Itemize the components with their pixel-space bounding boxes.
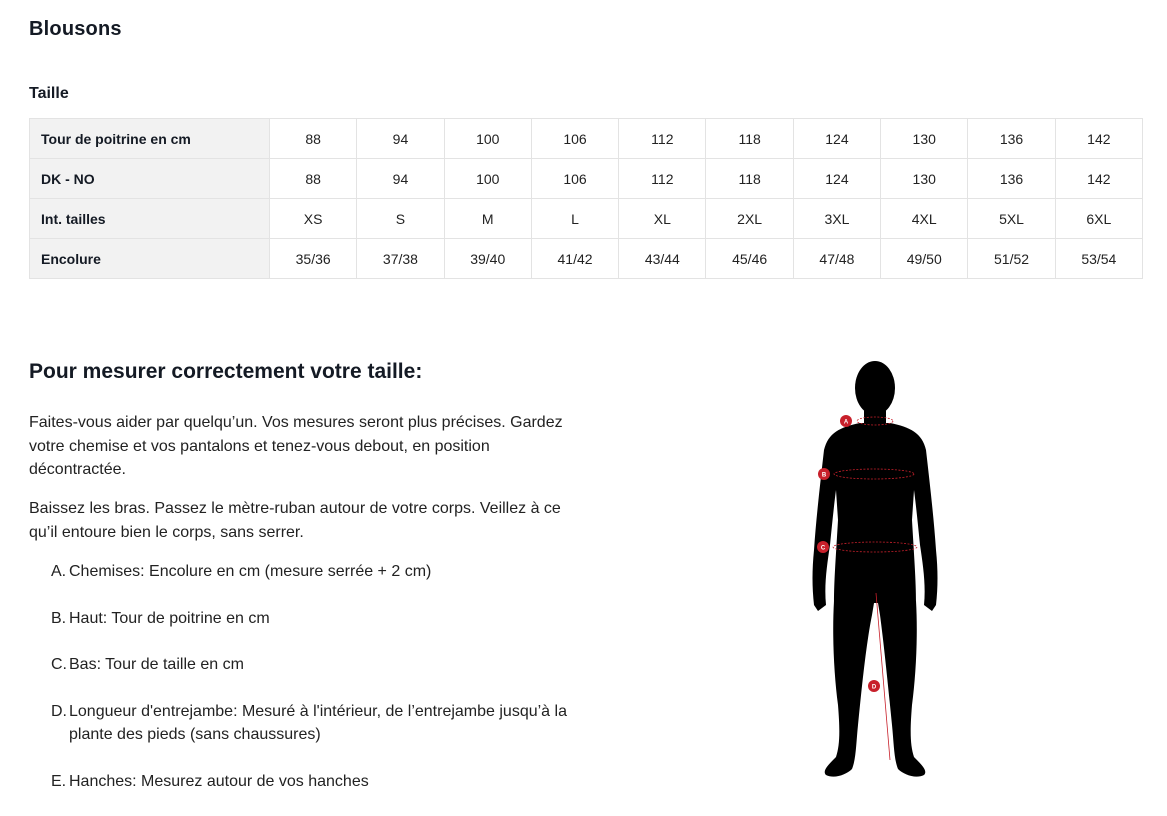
table-row: [30, 159, 1143, 199]
measure-title: Pour mesurer correctement votre taille:: [29, 360, 423, 383]
table-cell: 39/40: [444, 239, 531, 279]
table-cell: 130: [881, 119, 968, 159]
table-cell: 118: [706, 159, 793, 199]
table-cell: 4XL: [881, 199, 968, 239]
table-cell: 51/52: [968, 239, 1055, 279]
table-cell: 136: [968, 119, 1055, 159]
list-item-text: Chemises: Encolure en cm (mesure serrée + 2 cm): [69, 563, 432, 580]
table-cell: 43/44: [619, 239, 706, 279]
table-row: [30, 119, 1143, 159]
size-table: [29, 118, 1143, 279]
list-item-text: Hanches: Mesurez autour de vos hanches: [69, 772, 369, 790]
table-cell: 94: [357, 119, 444, 159]
table-cell: 118: [706, 119, 793, 159]
list-item: [51, 607, 609, 631]
marker-d: [868, 680, 880, 692]
row-header: Int. tailles: [30, 199, 270, 239]
list-item-letter: B.: [51, 609, 67, 627]
table-cell: 2XL: [706, 199, 793, 239]
instruction-paragraph-2: Baissez les bras. Passez le mètre-ruban autour de votre corps. Veillez à ce qu’il entoure bien le corps, sans serrer.: [29, 500, 561, 541]
table-cell: 88: [270, 119, 357, 159]
table-row: [30, 239, 1143, 279]
table-cell: L: [531, 199, 618, 239]
row-header: DK - NO: [30, 159, 270, 199]
table-cell: 142: [1055, 159, 1142, 199]
list-item-text: Longueur d'entrejambe: Mesuré à l'intérieur, de l’entrejambe jusqu’à la plante des pieds (sans chaussures): [69, 702, 567, 743]
table-cell: 136: [968, 159, 1055, 199]
row-header: Tour de poitrine en cm: [30, 119, 270, 159]
table-cell: 88: [270, 159, 357, 199]
list-item-text: Bas: Tour de taille en cm: [69, 656, 244, 673]
table-cell: 49/50: [881, 239, 968, 279]
marker-a: [840, 415, 852, 427]
table-cell: 100: [444, 159, 531, 199]
marker-d-label: D: [871, 684, 877, 691]
instruction-paragraph-1: Faites-vous aider par quelqu’un. Vos mesures seront plus précises. Gardez votre chemise et vos pantalons et tenez-vous debout, en position décontractée.: [29, 414, 563, 478]
table-cell: 106: [531, 119, 618, 159]
list-item-letter: C.: [51, 656, 67, 673]
table-cell: XL: [619, 199, 706, 239]
table-cell: 94: [357, 159, 444, 199]
table-cell: 45/46: [706, 239, 793, 279]
table-cell: 100: [444, 119, 531, 159]
table-cell: 53/54: [1055, 239, 1142, 279]
table-cell: 47/48: [793, 239, 880, 279]
table-cell: S: [357, 199, 444, 239]
list-item-letter: D.: [51, 702, 67, 720]
table-cell: 6XL: [1055, 199, 1142, 239]
table-cell: 124: [793, 159, 880, 199]
table-cell: 112: [619, 119, 706, 159]
table-cell: 35/36: [270, 239, 357, 279]
list-item-letter: A.: [51, 563, 67, 580]
table-cell: 124: [793, 119, 880, 159]
row-header: Encolure: [30, 239, 270, 279]
body-silhouette: [813, 361, 938, 777]
table-cell: 41/42: [531, 239, 618, 279]
size-table-label: Taille: [29, 85, 69, 102]
marker-b-label: B: [821, 472, 827, 479]
table-cell: 106: [531, 159, 618, 199]
table-cell: 5XL: [968, 199, 1055, 239]
body-measurement-figure: [800, 355, 950, 785]
table-cell: 37/38: [357, 239, 444, 279]
marker-c-label: C: [820, 545, 826, 552]
table-row: [30, 199, 1143, 239]
page-title: Blousons: [29, 18, 122, 40]
marker-a-label: A: [843, 419, 849, 426]
table-cell: M: [444, 199, 531, 239]
marker-b: [818, 468, 830, 480]
table-cell: 142: [1055, 119, 1142, 159]
marker-c: [817, 541, 829, 553]
list-item: [51, 560, 609, 584]
measurement-list: [29, 560, 609, 816]
table-cell: 112: [619, 159, 706, 199]
table-cell: XS: [270, 199, 357, 239]
list-item: [51, 770, 609, 794]
list-item: [51, 700, 609, 747]
list-item-letter: E.: [51, 772, 67, 790]
table-cell: 3XL: [793, 199, 880, 239]
list-item: [51, 653, 609, 677]
list-item-text: Haut: Tour de poitrine en cm: [69, 609, 270, 627]
table-cell: 130: [881, 159, 968, 199]
